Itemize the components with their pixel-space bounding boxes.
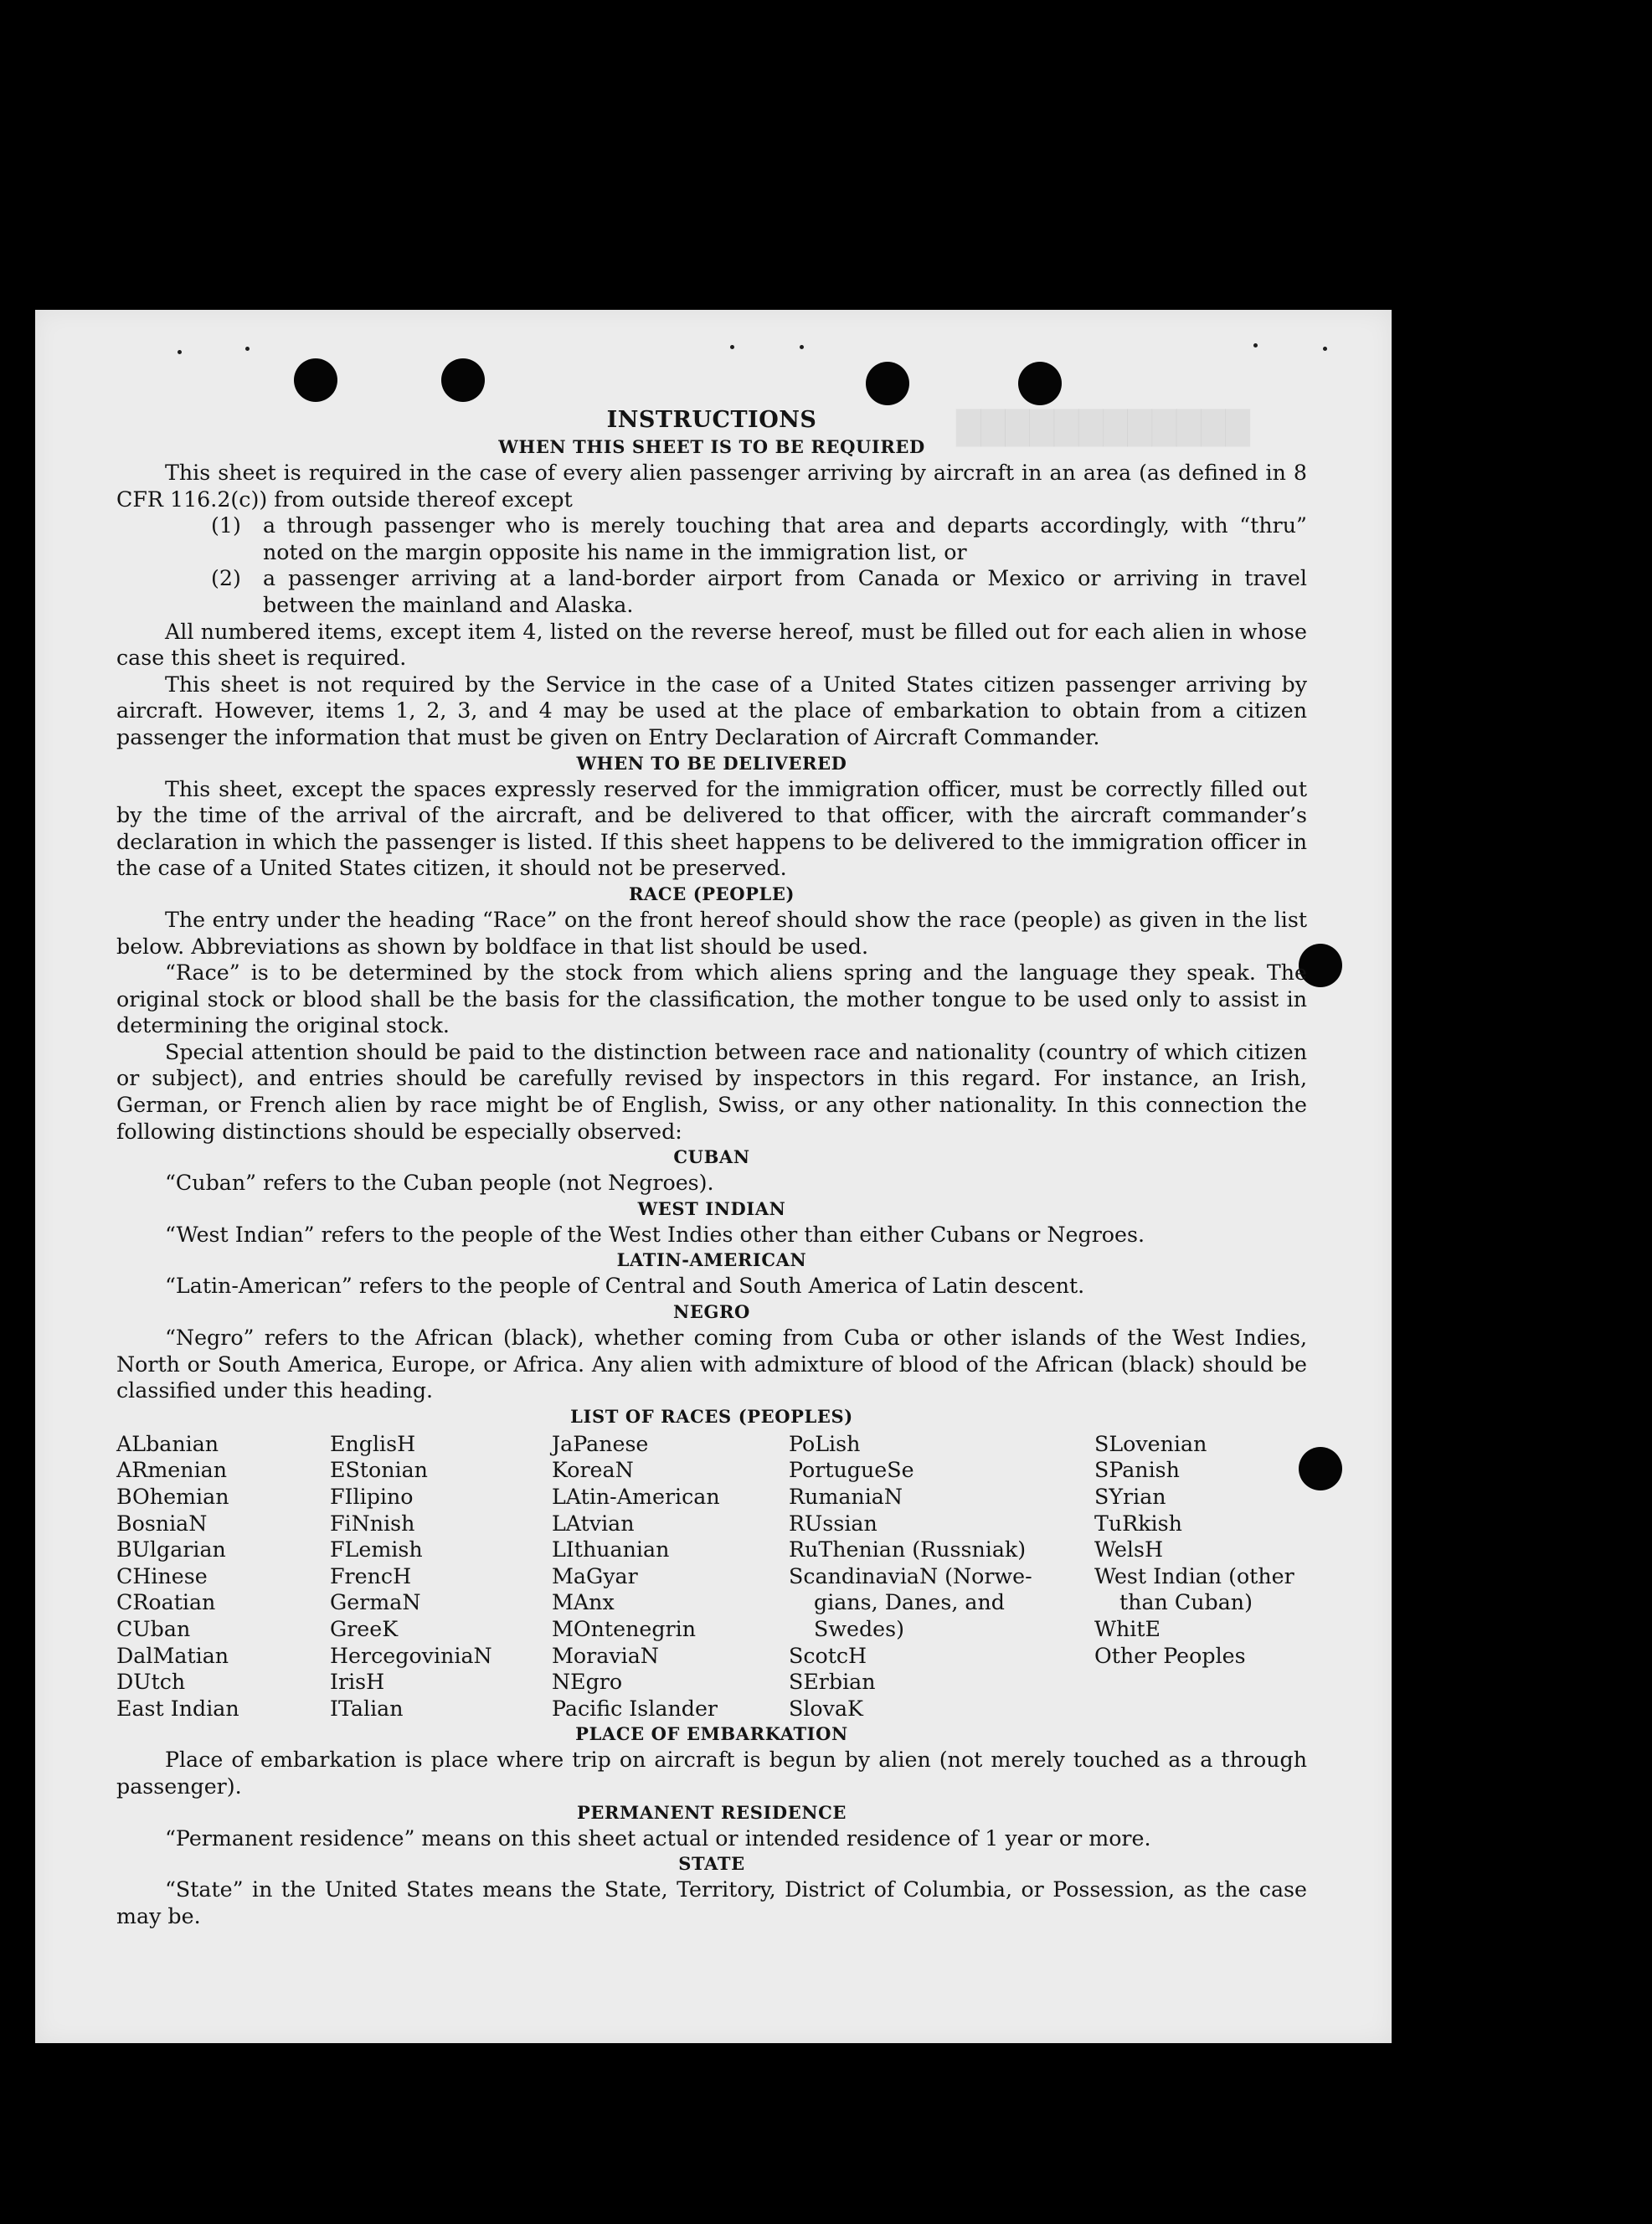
item-text: a passenger arriving at a land-border airport from Canada or Mexico or arriving in travel between the mainland and Alaska. <box>263 566 1307 617</box>
list-item <box>116 512 1307 565</box>
race-entry: ScandinaviaN (Norwe- <box>789 1563 1032 1588</box>
ink-speck <box>245 347 250 351</box>
item-number: (1) <box>211 513 241 538</box>
race-entry: LAtvian <box>552 1511 635 1536</box>
race-column <box>789 1431 1094 1722</box>
race-column <box>1094 1431 1307 1722</box>
race-entry: JaPanese <box>552 1431 649 1456</box>
race-entry: EStonian <box>330 1458 428 1483</box>
race-entry: CHinese <box>116 1563 208 1588</box>
section-heading: CUBAN <box>673 1146 750 1168</box>
paragraph: “Permanent residence” means on this sheet actual or intended residence of 1 year or more. <box>165 1825 1151 1851</box>
paragraph: This sheet is not required by the Service in the case of a United States citizen passenger arriving by aircraft. However, items 1, 2, 3, and 4 may be used at the place of embarkation to obtain from a citizen passenger the information that must be given on Entry Declaration of Aircraft Commander. <box>116 672 1307 749</box>
section-heading: WHEN TO BE DELIVERED <box>576 752 847 774</box>
race-column <box>116 1431 330 1722</box>
paragraph: Place of embarkation is place where trip on aircraft is begun by alien (not merely touched as a through passenger). <box>116 1748 1307 1799</box>
race-entry: BosniaN <box>116 1511 208 1536</box>
paragraph: All numbered items, except item 4, listed on the reverse hereof, must be filled out for each alien in whose case this sheet is required. <box>116 619 1307 671</box>
race-entry: BOhemian <box>116 1485 229 1509</box>
race-entry: West Indian (other <box>1094 1563 1294 1588</box>
paragraph: This sheet, except the spaces expressly reserved for the immigration officer, must be correctly filled out by the time of the arrival of the aircraft, and be delivered to that officer, with the aircraft commander’s declaration in which the passenger is listed. If this sheet happens to be delivered to the immigration officer in the case of a United States citizen, it should not be preserved. <box>116 776 1307 881</box>
list-item <box>116 565 1307 618</box>
race-entry-continued: gians, Danes, and <box>814 1590 1005 1615</box>
race-entry: NEgro <box>552 1670 623 1695</box>
race-entry: FLemish <box>330 1537 423 1562</box>
section-heading: RACE (PEOPLE) <box>628 883 795 904</box>
punch-hole <box>1018 362 1062 405</box>
ink-speck <box>800 345 804 349</box>
paragraph: “Negro” refers to the African (black), whether coming from Cuba or other islands of the West Indies, North or South America, Europe, or Africa. Any alien with admixture of blood of the African (black) should be classified under this heading. <box>116 1326 1307 1403</box>
section-heading: LIST OF RACES (PEOPLES) <box>570 1405 853 1427</box>
page-title: INSTRUCTIONS <box>606 407 817 433</box>
race-entry: FiNnish <box>330 1511 415 1536</box>
ink-speck <box>730 345 734 349</box>
paragraph: “State” in the United States means the State, Territory, District of Columbia, or Possession, as the case may be. <box>116 1877 1307 1928</box>
race-entry: SErbian <box>789 1670 876 1695</box>
race-entry: Other Peoples <box>1094 1643 1246 1668</box>
ink-speck <box>1323 347 1327 351</box>
race-entry: LIthuanian <box>552 1537 670 1562</box>
paragraph: “West Indian” refers to the people of the West Indies other than either Cubans or Negroes. <box>165 1222 1145 1247</box>
section-heading: NEGRO <box>673 1301 750 1323</box>
race-entry: HercegoviniaN <box>330 1643 492 1668</box>
race-entry: BUlgarian <box>116 1537 226 1562</box>
race-list <box>116 1431 1307 1722</box>
punch-hole <box>441 358 485 402</box>
race-entry: East Indian <box>116 1696 239 1721</box>
race-entry: SLovenian <box>1094 1431 1207 1456</box>
paper-sheet <box>35 310 1392 2043</box>
race-entry: MOntenegrin <box>552 1616 697 1641</box>
ink-speck <box>1253 343 1258 348</box>
race-entry: ScotcH <box>789 1643 867 1668</box>
race-entry: RumaniaN <box>789 1485 903 1509</box>
race-entry: PortugueSe <box>789 1458 914 1483</box>
show-through-shadow: ████████████ <box>956 409 1250 446</box>
race-entry: SlovaK <box>789 1696 863 1721</box>
paragraph: This sheet is required in the case of every alien passenger arriving by aircraft in an area (as defined in 8 CFR 116.2(c)) from outside thereof except <box>116 461 1307 512</box>
race-entry: SPanish <box>1094 1458 1180 1483</box>
race-entry: TuRkish <box>1094 1511 1182 1536</box>
race-entry: DalMatian <box>116 1643 229 1668</box>
race-entry: MAnx <box>552 1590 615 1615</box>
paragraph: “Latin-American” refers to the people of Central and South America of Latin descent. <box>165 1274 1085 1299</box>
race-entry: RuThenian (Russniak) <box>789 1537 1027 1562</box>
race-entry: ALbanian <box>116 1431 219 1456</box>
race-entry: LAtin-American <box>552 1485 720 1509</box>
race-entry: GreeK <box>330 1616 399 1641</box>
race-entry: FrencH <box>330 1563 412 1588</box>
paragraph: “Race” is to be determined by the stock from which aliens spring and the language they speak. The original stock or blood shall be the basis for the classification, the mother tongue to be used only to assist in determining the original stock. <box>116 960 1307 1038</box>
race-entry: WhitE <box>1094 1616 1161 1641</box>
section-heading: PERMANENT RESIDENCE <box>576 1801 847 1823</box>
race-entry: Pacific Islander <box>552 1696 718 1721</box>
race-entry: DUtch <box>116 1670 186 1695</box>
race-entry-continued: than Cuban) <box>1119 1590 1253 1615</box>
race-entry: CUban <box>116 1616 191 1641</box>
section-heading: PLACE OF EMBARKATION <box>575 1723 848 1745</box>
race-column <box>330 1431 552 1722</box>
race-entry: CRoatian <box>116 1590 216 1615</box>
paragraph: The entry under the heading “Race” on the front hereof should show the race (people) as given in the list below. Abbreviations as shown by boldface in that list should be used. <box>116 907 1307 959</box>
section-heading: WHEN THIS SHEET IS TO BE REQUIRED <box>498 436 925 457</box>
race-entry: MaGyar <box>552 1563 638 1588</box>
race-entry: MoraviaN <box>552 1643 659 1668</box>
item-text: a through passenger who is merely touching that area and departs accordingly, with “thru” noted on the margin opposite his name in the immigration list, or <box>263 513 1307 564</box>
race-entry: GermaN <box>330 1590 421 1615</box>
race-entry-continued: Swedes) <box>814 1616 904 1641</box>
race-entry: PoLish <box>789 1431 861 1456</box>
race-entry: ARmenian <box>116 1458 228 1483</box>
race-entry: ITalian <box>330 1696 404 1721</box>
race-entry: EnglisH <box>330 1431 416 1456</box>
instructions-text <box>116 406 1307 1929</box>
race-entry: RUssian <box>789 1511 877 1536</box>
race-entry: FIlipino <box>330 1485 414 1509</box>
paragraph: Special attention should be paid to the distinction between race and nationality (country of which citizen or subject), and entries should be carefully revised by inspectors in this regard. For instance, an Irish, German, or French alien by race might be of English, Swiss, or any other nationality. In this connection the following distinctions should be especially observed: <box>116 1039 1307 1144</box>
section-heading: WEST INDIAN <box>637 1197 786 1219</box>
race-entry: WelsH <box>1094 1537 1164 1562</box>
race-entry: KoreaN <box>552 1458 634 1483</box>
race-entry: SYrian <box>1094 1485 1166 1509</box>
punch-hole <box>866 362 909 405</box>
race-entry: IrisH <box>330 1670 385 1695</box>
paragraph: “Cuban” refers to the Cuban people (not Negroes). <box>165 1171 714 1196</box>
section-heading: STATE <box>678 1853 745 1875</box>
item-number: (2) <box>211 566 241 591</box>
race-column <box>552 1431 789 1722</box>
section-heading: LATIN-AMERICAN <box>616 1249 807 1271</box>
ink-speck <box>178 350 182 354</box>
punch-hole <box>294 358 337 402</box>
